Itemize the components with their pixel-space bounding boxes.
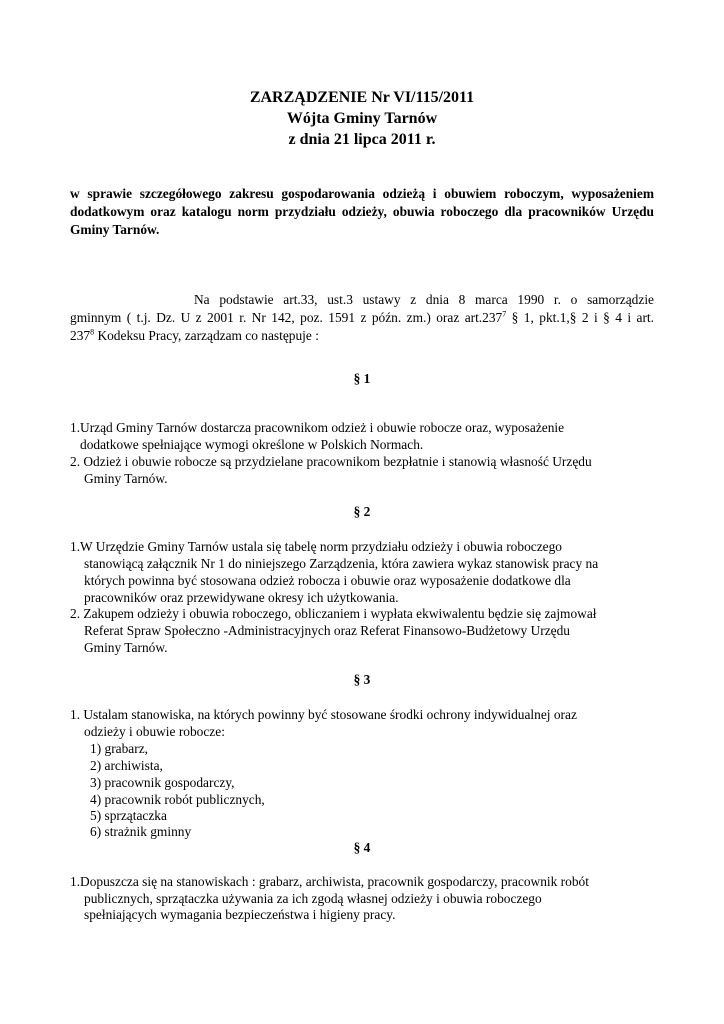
s2-p2-line3: Gminy Tarnów.	[84, 640, 168, 655]
section-4-heading: § 4	[353, 840, 371, 855]
s3-item-2: 2) archiwista,	[90, 758, 163, 773]
legal-basis	[70, 291, 654, 345]
s2-p1-line4: pracowników oraz przewidywane okresy ich użytkowania.	[84, 590, 399, 605]
section-3-heading: § 3	[353, 672, 371, 687]
s1-p2-line2: Gminy Tarnów.	[84, 471, 168, 486]
s1-p1-line1: 1.Urząd Gminy Tarnów dostarcza pracownikom odzież i obuwie robocze oraz, wyposażenie	[70, 420, 565, 435]
s3-item-5: 5) sprzątaczka	[90, 808, 167, 823]
document-date: z dnia 21 lipca 2011 r.	[288, 131, 436, 148]
s4-p1-line1: 1.Dopuszcza się na stanowiskach : grabarz, archiwista, pracownik gospodarczy, pracownik robót	[70, 874, 589, 889]
s4-p1-line2: publicznych, sprzątaczka używania za ich zgodą własnej odzieży i obuwia roboczego	[84, 891, 542, 906]
s3-item-6: 6) strażnik gminny	[90, 824, 192, 839]
s3-item-4: 4) pracownik robót publicznych,	[90, 792, 265, 807]
s2-p2-line2: Referat Spraw Społeczno -Administracyjnych oraz Referat Finansowo-Budżetowy Urzędu	[84, 623, 570, 638]
s3-p1-line2: odzieży i obuwie robocze:	[84, 724, 225, 739]
s2-p1-line2: stanowiącą załącznik Nr 1 do niniejszego Zarządzenia, która zawiera wykaz stanowisk pracy na	[84, 556, 599, 571]
legal-basis-line2: gminnym ( t.j. Dz. U z 2001 r. Nr 142, poz. 1591 z późn. zm.) oraz art.237$^7$ § 1, pkt.1,§ 2 i § 4 i art.	[70, 309, 654, 325]
document-issuer: Wójta Gminy Tarnów	[286, 110, 438, 127]
section-2-heading: § 2	[353, 504, 371, 519]
document-subject: w sprawie szczegółowego zakresu gospodarowania odzieżą i obuwiem roboczym, wyposażeniem dodatkowym oraz katalogu norm przydziału odzieży, obuwia roboczego dla pracowników Urzędu Gminy Tarnów.	[70, 186, 654, 237]
legal-basis-line1: Na podstawie art.33, ust.3 ustawy z dnia 8 marca 1990 r. o samorządzie	[194, 292, 654, 307]
legal-basis-line3: $237^8$ Kodeksu Pracy, zarządzam co następuje :	[70, 327, 319, 343]
s3-p1-line1: 1. Ustalam stanowiska, na których powinny być stosowane środki ochrony indywidualnej oraz	[70, 707, 577, 722]
s2-p2-line1: 2. Zakupem odzieży i obuwia roboczego, obliczaniem i wypłata ekwiwalentu będzie się zajmował	[70, 606, 597, 621]
s2-p1-line3: których powinna być stosowana odzież robocza i obuwie oraz wyposażenie dodatkowe dla	[84, 573, 571, 588]
s1-p1-line2: dodatkowe spełniające wymogi określone w Polskich Normach.	[80, 437, 424, 452]
s2-p1-line1: 1.W Urzędzie Gminy Tarnów ustala się tabelę norm przydziału odzieży i obuwia roboczego	[70, 539, 562, 554]
s3-item-3: 3) pracownik gospodarczy,	[90, 775, 235, 790]
document-title: ZARZĄDZENIE Nr VI/115/2011	[249, 89, 475, 106]
s1-p2-line1: 2. Odzież i obuwie robocze są przydzielane pracownikom bezpłatnie i stanowią własność Urzędu	[70, 454, 592, 469]
s3-item-1: 1) grabarz,	[90, 741, 148, 756]
s4-p1-line3: spełniających wymagania bezpieczeństwa i higieny pracy.	[84, 907, 396, 922]
section-1-heading: § 1	[353, 371, 371, 386]
